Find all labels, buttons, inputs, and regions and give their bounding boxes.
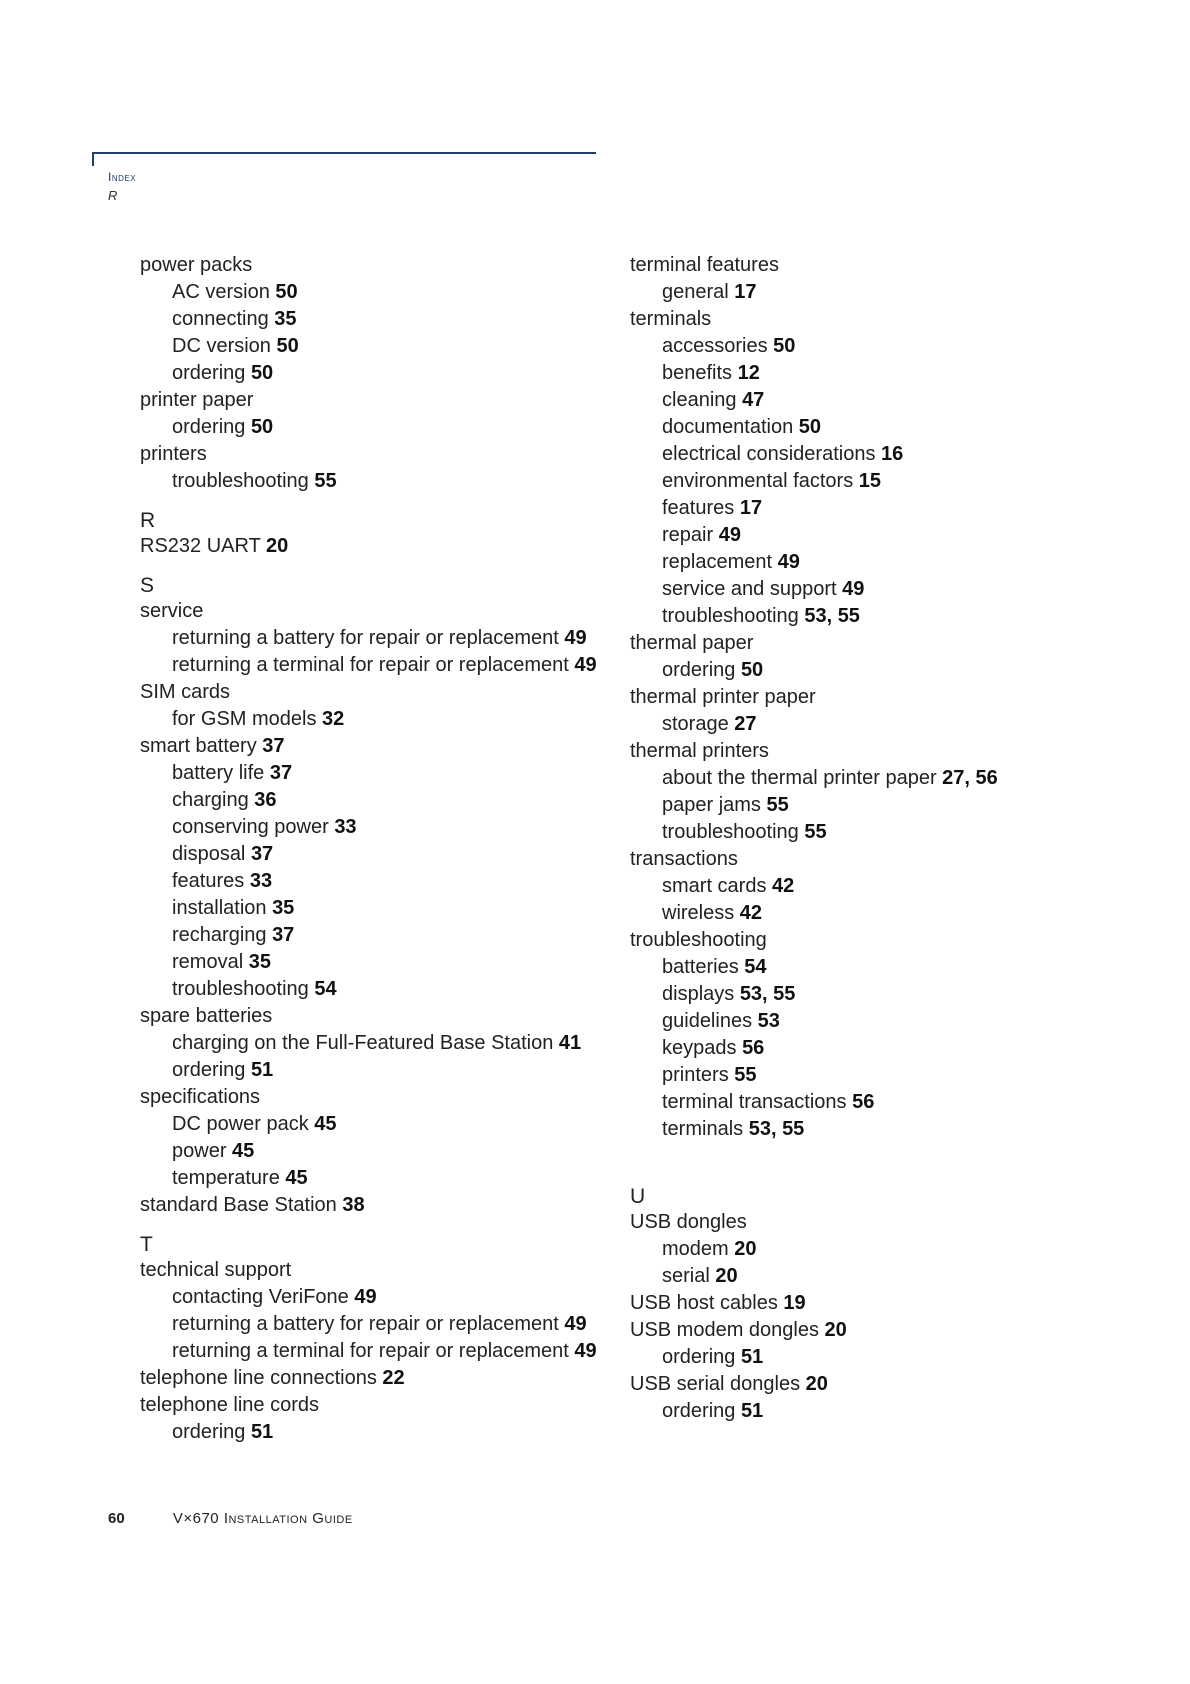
index-subentry [630, 441, 1150, 468]
index-page-ref[interactable]: 35 [274, 308, 297, 330]
index-column-left [140, 252, 600, 1446]
index-term: transactions [630, 848, 738, 870]
index-page-ref[interactable]: 50 [740, 659, 764, 681]
index-entry [630, 1317, 1150, 1344]
index-entry [630, 1209, 1150, 1236]
index-subentry [140, 1057, 600, 1084]
index-term: telephone line connections [140, 1367, 383, 1389]
index-term: power [172, 1140, 233, 1162]
index-term: troubleshooting [662, 821, 805, 843]
index-subentry [630, 333, 1150, 360]
index-letter-heading: T [140, 1233, 153, 1256]
index-entry [630, 1290, 1150, 1317]
index-page-ref[interactable]: 50 [798, 416, 822, 438]
index-term: USB serial dongles [630, 1373, 806, 1395]
index-term: terminal transactions [662, 1091, 853, 1113]
index-page-ref[interactable]: 55 [314, 470, 337, 492]
index-page-ref[interactable]: 20 [805, 1373, 828, 1395]
index-term: repair [662, 524, 719, 546]
index-term: RS232 UART [140, 535, 266, 557]
index-entry [630, 738, 1150, 765]
index-page-ref[interactable]: 51 [740, 1346, 764, 1368]
index-subentry [630, 819, 1150, 846]
index-subentry [630, 549, 1150, 576]
index-entry [140, 1392, 600, 1419]
index-entry [630, 846, 1150, 873]
index-page-ref[interactable]: 41 [558, 1032, 582, 1054]
index-term: for GSM models [172, 708, 323, 730]
index-term: charging [172, 789, 255, 811]
index-subentry [630, 765, 1150, 792]
index-page-ref[interactable]: 51 [740, 1400, 764, 1422]
index-page-ref[interactable]: 38 [342, 1194, 365, 1216]
index-page-ref[interactable]: 22 [382, 1367, 405, 1389]
index-subentry [140, 1138, 600, 1165]
index-page-ref[interactable]: 33 [249, 870, 273, 892]
index-entry [140, 441, 600, 468]
index-subentry [630, 1062, 1150, 1089]
index-term: installation [172, 897, 273, 919]
index-term: DC version [172, 335, 277, 357]
index-subentry [630, 576, 1150, 603]
index-page-ref[interactable]: 49 [564, 627, 587, 649]
index-term: battery life [172, 762, 270, 784]
index-subentry [630, 873, 1150, 900]
index-subentry [630, 954, 1150, 981]
index-term: keypads [662, 1037, 743, 1059]
index-page-ref[interactable]: 36 [254, 789, 277, 811]
index-subentry [630, 711, 1150, 738]
index-term: spare batteries [140, 1005, 273, 1027]
index-term: displays [662, 983, 740, 1005]
index-page-ref[interactable]: 20 [715, 1265, 738, 1287]
index-term: charging on the Full-Featured Base Station [172, 1032, 559, 1054]
index-term: cleaning [662, 389, 743, 411]
index-page-ref[interactable]: 50 [773, 335, 796, 357]
index-page-ref[interactable]: 19 [783, 1292, 806, 1314]
index-page-ref[interactable]: 35 [272, 897, 295, 919]
index-term: terminal features [630, 254, 779, 276]
index-term: specifications [140, 1086, 261, 1108]
index-page-ref[interactable]: 56 [742, 1037, 765, 1059]
index-subentry [140, 760, 600, 787]
index-term: about the thermal printer paper [662, 767, 943, 789]
index-term: contacting VeriFone [172, 1286, 355, 1308]
index-term: returning a terminal for repair or replacement [172, 1340, 575, 1362]
index-subentry [630, 900, 1150, 927]
index-subentry [140, 976, 600, 1003]
index-page-ref[interactable]: 32 [322, 708, 345, 730]
index-page-ref[interactable]: 45 [314, 1113, 337, 1135]
index-term: AC version [172, 281, 276, 303]
index-page-ref[interactable]: 27 [734, 713, 757, 735]
index-subentry [140, 1419, 600, 1446]
index-subentry [630, 1035, 1150, 1062]
index-page-ref[interactable]: 53, 55 [739, 983, 796, 1005]
index-term: connecting [172, 308, 275, 330]
index-subentry [140, 652, 600, 679]
index-subentry [630, 1344, 1150, 1371]
index-page-ref[interactable]: 54 [314, 978, 337, 1000]
index-subentry [140, 306, 600, 333]
index-term: ordering [172, 1421, 251, 1443]
index-term: removal [172, 951, 249, 973]
index-term: returning a battery for repair or replacement [172, 1313, 565, 1335]
index-letter-heading: U [630, 1185, 646, 1208]
index-term: ordering [662, 1400, 741, 1422]
index-term: thermal paper [630, 632, 754, 654]
index-page-ref[interactable]: 56 [852, 1091, 875, 1113]
index-page-ref[interactable]: 51 [250, 1421, 274, 1443]
index-page-ref[interactable]: 20 [266, 535, 289, 557]
index-entry [630, 306, 1150, 333]
index-subentry [140, 279, 600, 306]
index-subentry [140, 841, 600, 868]
index-term: printers [140, 443, 207, 465]
index-subentry [630, 360, 1150, 387]
index-subentry [630, 1236, 1150, 1263]
index-entry [140, 598, 600, 625]
index-page-ref[interactable]: 49 [718, 524, 741, 546]
index-page-ref[interactable]: 16 [881, 443, 904, 465]
index-subentry [630, 657, 1150, 684]
index-term: USB dongles [630, 1211, 747, 1233]
index-term: printers [662, 1064, 735, 1086]
index-term: service and support [662, 578, 843, 600]
index-entry [630, 630, 1150, 657]
index-entry [630, 1371, 1150, 1398]
index-page-ref[interactable]: 42 [739, 902, 763, 924]
document-title: V×670 Installation Guide [172, 1510, 353, 1527]
index-term: serial [662, 1265, 716, 1287]
index-term: troubleshooting [630, 929, 767, 951]
index-term: USB host cables [630, 1292, 784, 1314]
index-page-ref[interactable]: 54 [744, 956, 767, 978]
index-subentry [140, 1165, 600, 1192]
index-subentry [140, 814, 600, 841]
index-page-ref[interactable]: 49 [842, 578, 865, 600]
index-subentry [140, 1284, 600, 1311]
index-entry [140, 1192, 600, 1219]
index-page-ref[interactable]: 49 [777, 551, 800, 573]
index-subentry [140, 949, 600, 976]
index-page-ref[interactable]: 50 [276, 335, 299, 357]
index-page-ref[interactable]: 17 [739, 497, 763, 519]
index-subentry [140, 1338, 600, 1365]
index-term: thermal printers [630, 740, 769, 762]
index-term: USB modem dongles [630, 1319, 825, 1341]
index-subentry [140, 468, 600, 495]
index-page-ref[interactable]: 55 [766, 794, 789, 816]
index-page-ref[interactable]: 53 [757, 1010, 780, 1032]
index-entry [140, 533, 600, 560]
index-term: guidelines [662, 1010, 758, 1032]
index-term: smart battery [140, 735, 263, 757]
index-page-ref[interactable]: 20 [824, 1319, 847, 1341]
index-page-ref[interactable]: 35 [248, 951, 271, 973]
index-term: service [140, 600, 204, 622]
index-subentry [630, 522, 1150, 549]
index-page-ref[interactable]: 37 [269, 762, 293, 784]
index-subentry [630, 1263, 1150, 1290]
index-page-ref[interactable]: 53, 55 [748, 1118, 805, 1140]
index-term: terminals [630, 308, 712, 330]
index-subentry [630, 1116, 1150, 1143]
index-term: electrical considerations [662, 443, 881, 465]
index-page-ref[interactable]: 51 [250, 1059, 274, 1081]
index-entry [630, 927, 1150, 954]
index-subentry [140, 922, 600, 949]
index-page-ref[interactable]: 37 [272, 924, 295, 946]
index-page-ref[interactable]: 37 [262, 735, 285, 757]
index-term: returning a battery for repair or replacement [172, 627, 565, 649]
index-term: modem [662, 1238, 735, 1260]
index-subentry [630, 495, 1150, 522]
index-subentry [630, 279, 1150, 306]
index-subentry [140, 706, 600, 733]
index-term: features [662, 497, 740, 519]
index-page-ref[interactable]: 49 [574, 654, 597, 676]
index-subentry [140, 414, 600, 441]
index-subentry [140, 1111, 600, 1138]
index-subentry [140, 868, 600, 895]
index-page-ref[interactable]: 27, 56 [942, 767, 998, 789]
index-subentry [140, 360, 600, 387]
index-subentry [630, 792, 1150, 819]
index-term: standard Base Station [140, 1194, 343, 1216]
index-subentry [140, 333, 600, 360]
index-term: printer paper [140, 389, 254, 411]
index-term: benefits [662, 362, 738, 384]
index-term: smart cards [662, 875, 773, 897]
index-page-ref[interactable]: 42 [772, 875, 795, 897]
index-term: disposal [172, 843, 251, 865]
index-entry [140, 1084, 600, 1111]
page-footer [108, 1510, 353, 1527]
index-subentry [140, 625, 600, 652]
index-term: ordering [172, 362, 251, 384]
index-entry [140, 733, 600, 760]
running-header-letter: R [108, 188, 118, 203]
index-subentry [630, 981, 1150, 1008]
index-entry [140, 1003, 600, 1030]
index-page-ref[interactable]: 20 [734, 1238, 757, 1260]
index-term: accessories [662, 335, 774, 357]
index-subentry [140, 1311, 600, 1338]
index-term: storage [662, 713, 735, 735]
index-entry [140, 252, 600, 279]
index-term: recharging [172, 924, 273, 946]
index-term: ordering [172, 1059, 251, 1081]
index-page-ref[interactable]: 49 [564, 1313, 587, 1335]
index-term: thermal printer paper [630, 686, 816, 708]
index-page-ref[interactable]: 12 [737, 362, 760, 384]
index-column-right [630, 252, 1150, 1425]
index-term: paper jams [662, 794, 767, 816]
spacer [630, 1143, 1150, 1171]
index-page-ref[interactable]: 45 [285, 1167, 308, 1189]
index-term: temperature [172, 1167, 286, 1189]
index-entry [140, 1257, 600, 1284]
index-subentry [140, 1030, 600, 1057]
index-term: wireless [662, 902, 740, 924]
index-page-ref[interactable]: 55 [734, 1064, 757, 1086]
index-subentry [630, 468, 1150, 495]
index-entry [140, 387, 600, 414]
index-term: troubleshooting [172, 978, 315, 1000]
index-subentry [630, 414, 1150, 441]
index-page-ref[interactable]: 50 [250, 362, 274, 384]
index-subentry [140, 787, 600, 814]
index-subentry [630, 1089, 1150, 1116]
index-term: SIM cards [140, 681, 231, 703]
index-term: telephone line cords [140, 1394, 320, 1416]
index-subentry [630, 387, 1150, 414]
index-term: replacement [662, 551, 778, 573]
index-page-ref[interactable]: 49 [354, 1286, 377, 1308]
index-term: general [662, 281, 735, 303]
index-subentry [630, 603, 1150, 630]
index-page-ref[interactable]: 53, 55 [804, 605, 860, 627]
header-rule-tick [92, 152, 94, 166]
index-subentry [630, 1008, 1150, 1035]
page-number: 60 [108, 1510, 125, 1527]
index-term: conserving power [172, 816, 335, 838]
index-page-ref[interactable]: 33 [334, 816, 357, 838]
index-page-ref[interactable]: 45 [232, 1140, 255, 1162]
index-term: ordering [662, 1346, 741, 1368]
index-term: terminals [662, 1118, 749, 1140]
index-term: documentation [662, 416, 799, 438]
index-page-ref[interactable]: 47 [742, 389, 765, 411]
index-page-ref[interactable]: 17 [734, 281, 757, 303]
index-page-ref[interactable]: 50 [250, 416, 274, 438]
index-term: ordering [662, 659, 741, 681]
index-term: troubleshooting [172, 470, 315, 492]
index-page-ref[interactable]: 37 [250, 843, 274, 865]
index-term: power packs [140, 254, 253, 276]
index-term: troubleshooting [662, 605, 805, 627]
index-page-ref[interactable]: 49 [574, 1340, 597, 1362]
index-subentry [630, 1398, 1150, 1425]
index-page-ref[interactable]: 55 [804, 821, 827, 843]
index-entry [140, 679, 600, 706]
index-term: technical support [140, 1259, 292, 1281]
index-term: batteries [662, 956, 745, 978]
index-entry [630, 684, 1150, 711]
index-term: environmental factors [662, 470, 859, 492]
index-page-ref[interactable]: 50 [275, 281, 298, 303]
index-term: ordering [172, 416, 251, 438]
index-entry [140, 1365, 600, 1392]
index-letter-heading: R [140, 509, 156, 532]
header-rule [92, 152, 596, 154]
index-term: DC power pack [172, 1113, 315, 1135]
index-entry [630, 252, 1150, 279]
index-subentry [140, 895, 600, 922]
index-page-ref[interactable]: 15 [858, 470, 882, 492]
index-term: features [172, 870, 250, 892]
index-letter-heading: S [140, 574, 155, 597]
running-header-section: Index [108, 170, 137, 184]
index-term: returning a terminal for repair or replacement [172, 654, 575, 676]
